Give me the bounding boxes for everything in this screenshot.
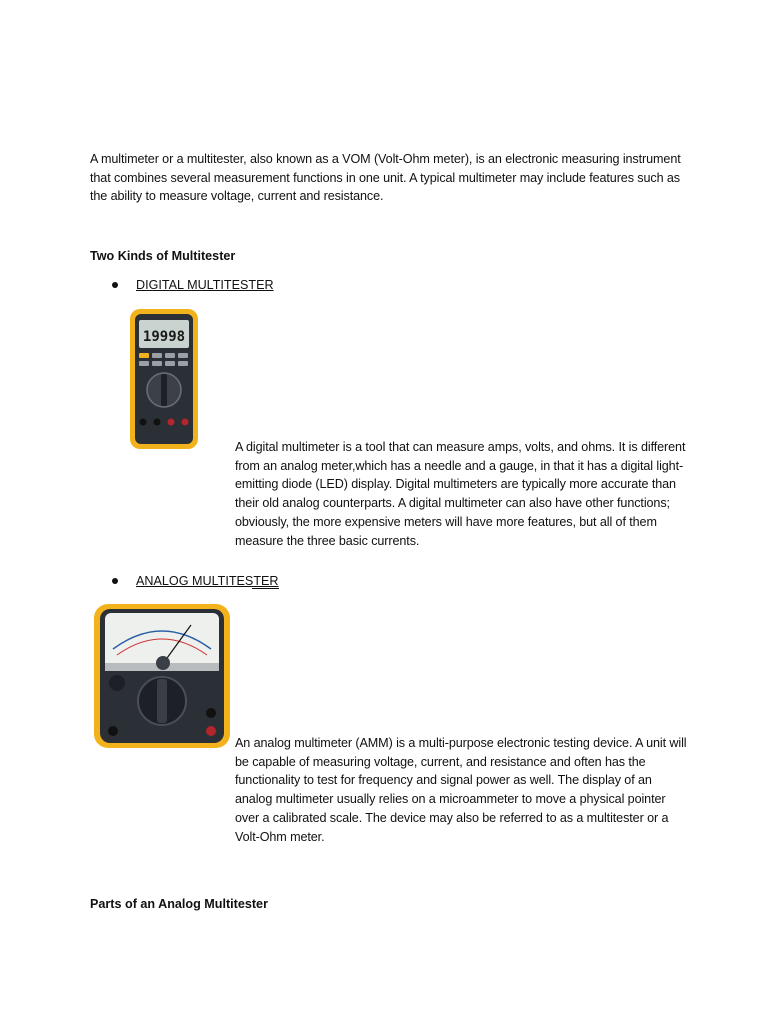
intro-paragraph: A multimeter or a multitester, also known as a VOM (Volt-Ohm meter), is an electronic measuring instrument that combines several measurement functions in one unit. A typical multimeter may include features such as the ability to measure voltage, current and resistance.	[90, 152, 681, 204]
digital-multimeter-image	[129, 308, 199, 450]
pointer-adjust	[156, 656, 170, 670]
bullet-dot	[112, 282, 118, 288]
underline-tail	[252, 588, 279, 589]
lcd-reading: 19998	[142, 329, 186, 345]
two-kinds-heading: Two Kinds of Multitester	[90, 249, 236, 263]
dial-knob	[157, 679, 167, 723]
digital-description	[90, 438, 690, 550]
analog-bullet-label: ANALOG MULTITESTER	[136, 574, 279, 588]
zero-adjust-knob	[109, 675, 125, 691]
analog-description-text: An analog multimeter (AMM) is a multi-purpose electronic testing device. A unit will be capable of measuring voltage, current, and resistance and often has the functionality to test for frequency and signal power as well. The display of an analog multimeter usually relies on a microammeter to move a physical pointer over a calibrated scale. The device may also be referred to as a multitester or a Volt-Ohm meter.	[235, 736, 687, 844]
analog-multimeter-image	[93, 603, 231, 749]
parts-heading: Parts of an Analog Multitester	[90, 897, 268, 911]
dial-knob	[161, 374, 167, 406]
digital-bullet-label: DIGITAL MULTITESTER	[136, 278, 274, 292]
analog-description	[90, 734, 690, 846]
digital-description-text: A digital multimeter is a tool that can measure amps, volts, and ohms. It is different from an analog meter,which has a needle and a gauge, in that it has a digital light-emitting diode (LED) display. Digital multimeters are typically more accurate than their old analog counterparts. A digital multimeter can also have other functions; obviously, the more expensive meters will have more features, but all of them measure the three basic currents.	[235, 440, 686, 548]
bullet-dot	[112, 578, 118, 584]
